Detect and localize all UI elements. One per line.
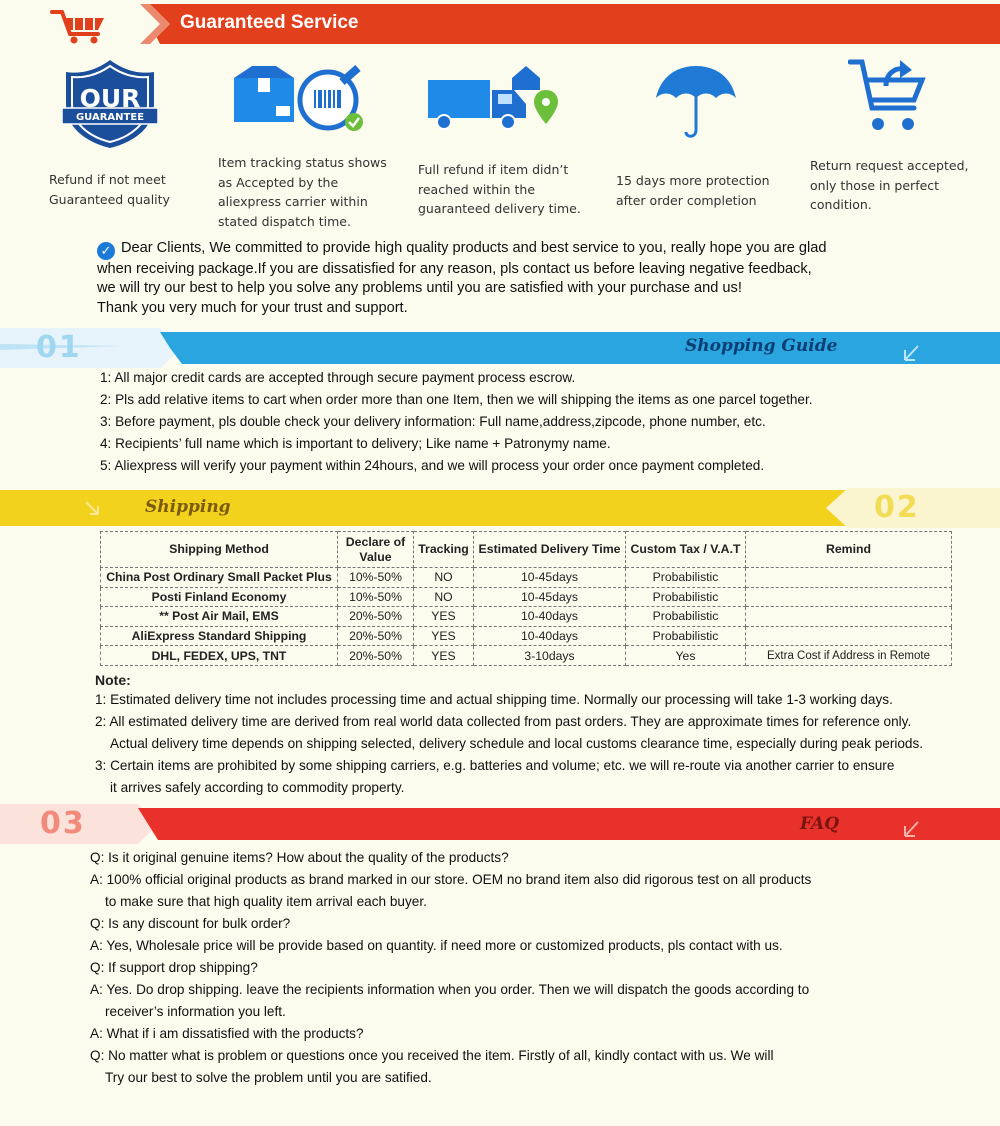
table-cell: YES (414, 646, 474, 666)
table-cell: 10-40days (474, 626, 626, 646)
table-cell: China Post Ordinary Small Packet Plus (101, 568, 338, 588)
list-item: 3: Certain items are prohibited by some shipping carriers, e.g. batteries and volume; etc. we will re-route via another carrier to ensure (95, 758, 895, 773)
table-cell (746, 587, 952, 607)
column-header: Shipping Method (101, 532, 338, 568)
column-header: Remind (746, 532, 952, 568)
section-number-01: 01 (36, 330, 82, 365)
table-row (101, 568, 952, 588)
section-number-03: 03 (40, 806, 86, 841)
guarantee-badge-top: OUR (79, 84, 141, 113)
table-cell: 10%-50% (338, 568, 414, 588)
table-cell: Posti Finland Economy (101, 587, 338, 607)
faq-answer: receiver’s information you left. (105, 1004, 286, 1019)
table-cell: AliExpress Standard Shipping (101, 626, 338, 646)
list-item: 5: Aliexpress will verify your payment within 24hours, and we will process your order once payment completed. (100, 458, 765, 473)
table-row (101, 646, 952, 666)
table-cell: NO (414, 587, 474, 607)
guarantee-text-5: Return request accepted, only those in perfect condition. (810, 158, 969, 212)
table-cell: YES (414, 626, 474, 646)
table-cell: Probabilistic (626, 626, 746, 646)
umbrella-icon (654, 62, 738, 142)
list-item: 2: All estimated delivery time are derived from real world data collected from past orders. They are approximate times for reference only. (95, 714, 912, 729)
intro-message: ✓ Dear Clients, We committed to provide high quality products and best service to you, really hope you are glad when receiving package.If you are dissatisfied for any reason, pls contact us before leaving negative feedback, we will try our best to help you solve any problems until you are satisfied with your purchase and us! Thank you very much for your trust and support. (97, 240, 827, 316)
header-title: Guaranteed Service (180, 12, 359, 33)
return-cart-icon (848, 56, 928, 136)
table-cell: Extra Cost if Address in Remote (746, 646, 952, 666)
shipping-notes (95, 689, 923, 799)
shipping-title: Shipping (145, 497, 231, 517)
delivery-truck-icon (426, 64, 558, 132)
table-cell (746, 607, 952, 627)
list-item: Actual delivery time depends on shipping selected, delivery schedule and local customs clearance time, especially during peak periods. (110, 736, 924, 751)
guarantee-text-3: Full refund if item didn’t reached within the guaranteed delivery time. (418, 162, 581, 216)
table-cell: 10-45days (474, 568, 626, 588)
table-cell: 20%-50% (338, 646, 414, 666)
list-item: 4: Recipients’ full name which is important to delivery; Like name + Patronymy name. (100, 436, 611, 451)
faq-answer: A: 100% official original products as brand marked in our store. OEM no brand item also did rigorous test on all products (90, 872, 812, 887)
list-item: 1: Estimated delivery time not includes processing time and actual shipping time. Normally our processing will take 1-3 working days. (95, 692, 893, 707)
table-cell: 10-40days (474, 607, 626, 627)
faq-list (90, 847, 811, 1089)
section-number-02: 02 (874, 490, 920, 525)
guarantee-badge-bottom: GUARANTEE (75, 112, 145, 123)
shopping-guide-title: Shopping Guide (685, 336, 838, 356)
column-header: Estimated Delivery Time (474, 532, 626, 568)
note-title: Note: (95, 672, 131, 688)
shopping-guide-band (0, 326, 1000, 370)
guarantee-text-4: 15 days more protection after order completion (616, 173, 770, 208)
guarantee-text-2: Item tracking status shows as Accepted by the aliexpress carrier within stated dispatch time. (218, 155, 387, 229)
faq-answer: to make sure that high quality item arrival each buyer. (105, 894, 427, 909)
table-cell: ** Post Air Mail, EMS (101, 607, 338, 627)
check-circle-icon: ✓ (97, 242, 115, 260)
table-header-row (101, 532, 952, 568)
table-cell (746, 626, 952, 646)
list-item: it arrives safely according to commodity property. (110, 780, 405, 795)
faq-answer: Try our best to solve the problem until you are satified. (105, 1070, 432, 1085)
faq-title: FAQ (800, 814, 840, 834)
table-cell: 10%-50% (338, 587, 414, 607)
shipping-table (100, 531, 952, 666)
column-header: Tracking (414, 532, 474, 568)
table-cell: Probabilistic (626, 607, 746, 627)
table-cell: 10-45days (474, 587, 626, 607)
faq-answer: Q: No matter what is problem or questions once you received the item. Firstly of all, kindly contact with us. We will (90, 1048, 774, 1063)
faq-question: Q: Is any discount for bulk order? (90, 916, 291, 931)
table-cell (746, 568, 952, 588)
header-background (0, 0, 1000, 48)
list-item: 3: Before payment, pls double check your delivery information: Full name,address,zipcode, phone number, etc. (100, 414, 766, 429)
faq-question: Q: Is it original genuine items? How about the quality of the products? (90, 850, 509, 865)
shopping-cart-icon (50, 6, 110, 44)
package-barcode-icon (232, 64, 366, 134)
table-cell: 20%-50% (338, 626, 414, 646)
table-cell: DHL, FEDEX, UPS, TNT (101, 646, 338, 666)
faq-question: Q: If support drop shipping? (90, 960, 258, 975)
faq-answer: A: Yes. Do drop shipping. leave the recipients information when you order. Then we will dispatch the goods according to (90, 982, 810, 997)
column-header: Custom Tax / V.A.T (626, 532, 746, 568)
guarantee-text-1: Refund if not meet Guaranteed quality (49, 172, 170, 207)
shopping-guide-band-shape (0, 326, 1000, 370)
table-cell: Probabilistic (626, 568, 746, 588)
our-guarantee-shield-icon (62, 58, 158, 150)
faq-band-shape (0, 802, 1000, 846)
faq-answer: A: Yes, Wholesale price will be provide based on quantity. if need more or customized products, pls contact with us. (90, 938, 783, 953)
table-cell: NO (414, 568, 474, 588)
shopping-guide-list (100, 367, 813, 477)
column-header: Declare of Value (338, 532, 414, 568)
list-item: 2: Pls add relative items to cart when order more than one Item, then we will shipping the items as one parcel together. (100, 392, 813, 407)
table-row (101, 626, 952, 646)
faq-band (0, 802, 1000, 846)
table-cell: Probabilistic (626, 587, 746, 607)
table-cell: 3-10days (474, 646, 626, 666)
header-banner (0, 0, 1000, 48)
table-cell: 20%-50% (338, 607, 414, 627)
table-row (101, 607, 952, 627)
list-item: 1: All major credit cards are accepted through secure payment process escrow. (100, 370, 576, 385)
table-cell: YES (414, 607, 474, 627)
table-row (101, 587, 952, 607)
faq-question: A: What if i am dissatisfied with the products? (90, 1026, 364, 1041)
shipping-band (0, 486, 1000, 530)
table-cell: Yes (626, 646, 746, 666)
